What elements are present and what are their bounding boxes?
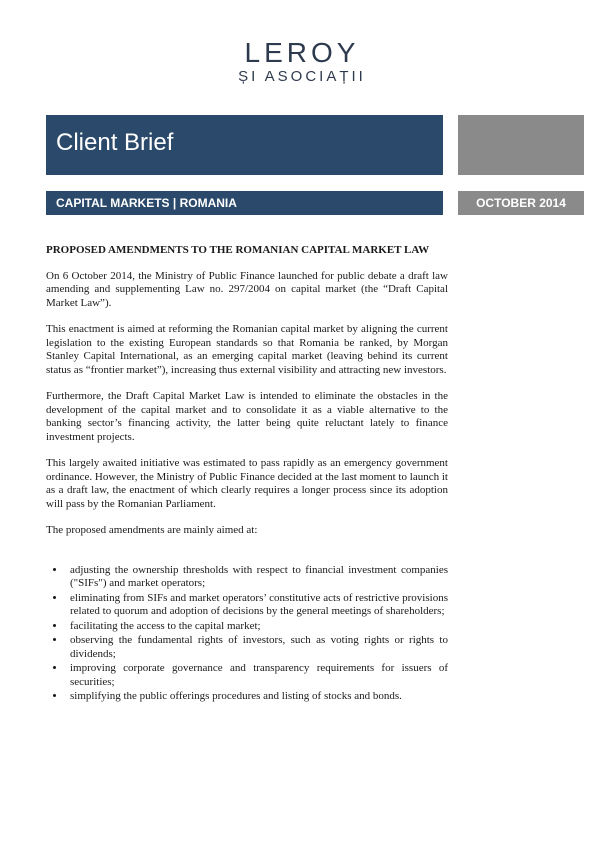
amendments-list [46, 564, 448, 704]
section-label: CAPITAL MARKETS | ROMANIA [56, 196, 237, 210]
banner-title: Client Brief [56, 129, 174, 156]
date-label: OCTOBER 2014 [476, 196, 566, 210]
list-item: • facilitating the access to the capital market; [66, 620, 448, 634]
paragraph: This largely awaited initiative was estimated to pass rapidly as an emergency government ordinance. However, the Ministry of Public Finance decided at the last moment to launch it as a draft law, the enactment of which clearly requires a longer process since its adoption will pass by the Romanian Parliament. [46, 457, 448, 510]
list-item: • adjusting the ownership thresholds with respect to financial investment companies ("SIFs") and market operators; [66, 564, 448, 591]
paragraph: On 6 October 2014, the Ministry of Public Finance launched for public debate a draft law amending and supplementing Law no. 297/2004 on capital market (the “Draft Capital Market Law”). [46, 269, 448, 309]
logo-sub-text: ȘI ASOCIAȚII [238, 68, 366, 85]
logo-main-text: LEROY [244, 37, 360, 68]
paragraph: Furthermore, the Draft Capital Market Law is intended to eliminate the obstacles in the development of the capital market and to consolidate it as a viable alternative to the banking sector’s financing activity, the latter being quite reluctant lately to finance investment projects. [46, 390, 448, 443]
list-item: • improving corporate governance and transparency requirements for issuers of securities; [66, 662, 448, 689]
firm-logo [0, 38, 604, 86]
list-item: • observing the fundamental rights of investors, such as voting rights or rights to dividends; [66, 634, 448, 661]
paragraph: The proposed amendments are mainly aimed at: [46, 524, 258, 536]
banner-gray-block [458, 115, 584, 175]
client-brief-banner [46, 115, 443, 175]
list-item: • eliminating from SIFs and market operators’ constitutive acts of restrictive provisions related to quorum and adoption of decisions by the general meetings of shareholders; [66, 592, 448, 619]
section-bar [46, 191, 443, 215]
list-item: • simplifying the public offerings procedures and listing of stocks and bonds. [66, 690, 448, 704]
article-heading: PROPOSED AMENDMENTS TO THE ROMANIAN CAPITAL MARKET LAW [46, 244, 430, 256]
date-bar [458, 191, 584, 215]
paragraph: This enactment is aimed at reforming the Romanian capital market by aligning the current legislation to the existing European standards so that Romania be ranked, by Morgan Stanley Capital International, as an emerging capital market (leaving behind its current status as “frontier market”), increasing thus external visibility and attracting new investors. [46, 323, 448, 376]
article-body [46, 244, 448, 705]
